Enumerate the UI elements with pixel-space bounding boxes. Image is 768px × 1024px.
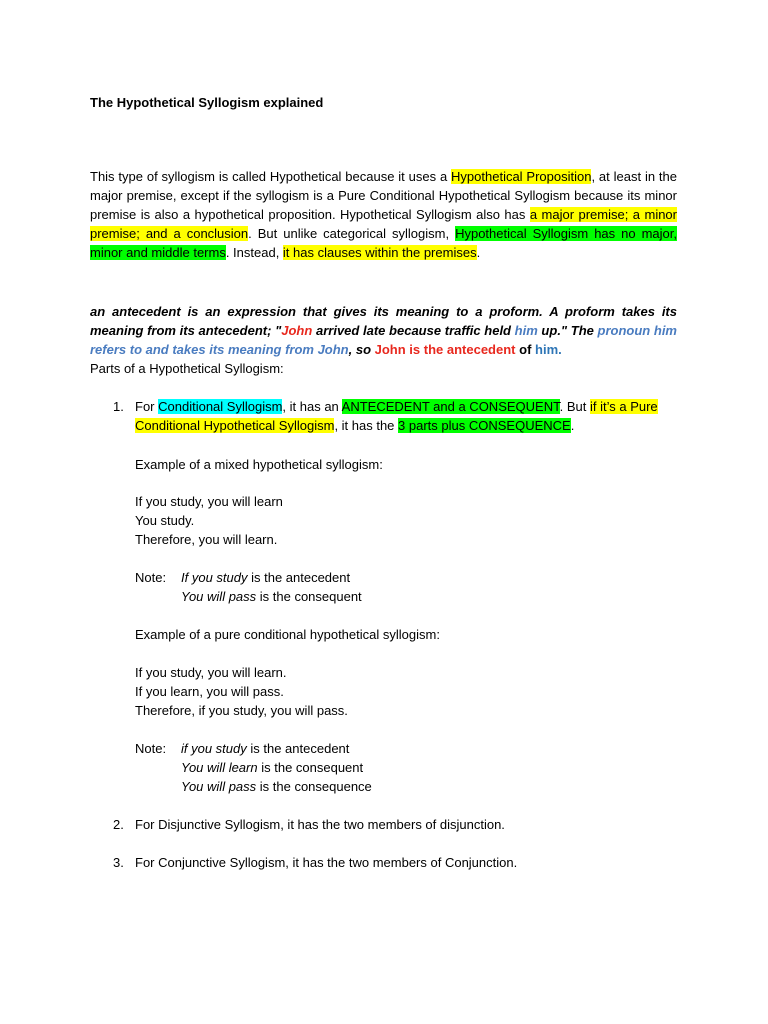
note-rest: is the antecedent (246, 741, 350, 756)
list-item-text (135, 397, 677, 435)
john-word: John (281, 323, 313, 338)
john-antecedent-phrase: John is the antecedent (374, 342, 516, 357)
note-em: You will learn (181, 760, 258, 775)
item-text: . But (559, 399, 590, 414)
pure-note-2 (181, 758, 363, 777)
list-number: 3. (113, 855, 124, 870)
page-title: The Hypothetical Syllogism explained (90, 95, 324, 110)
note-em: You will pass (181, 779, 257, 794)
highlight-antecedent-consequent: ANTECEDENT and a CONSEQUENT (341, 399, 560, 414)
mixed-line-2: You study. (135, 513, 195, 528)
note-rest: is the consequent (256, 589, 362, 604)
pure-line-3: Therefore, if you study, you will pass. (135, 703, 348, 718)
him-word-final: him. (535, 342, 562, 357)
pure-note-1 (181, 739, 349, 758)
intro-paragraph (90, 167, 677, 262)
definition-text: up." The (537, 323, 598, 338)
mixed-note-2 (181, 587, 362, 606)
intro-text: . (476, 245, 481, 260)
note-rest: is the antecedent (247, 570, 351, 585)
highlight-hypothetical-proposition: Hypothetical Proposition (451, 169, 592, 184)
highlight-clauses: it has clauses within the premises (282, 245, 477, 260)
mixed-note-1 (181, 568, 350, 587)
highlight-conditional-syllogism: Conditional Syllogism (158, 399, 283, 414)
intro-text: . But unlike categorical syllogism, (248, 226, 456, 241)
note-em: if you study (181, 741, 247, 756)
pure-note-3 (181, 777, 372, 796)
antecedent-definition (90, 302, 677, 359)
highlight-premises-conclusion: a major premise; a minor premise; and a conclusion (90, 207, 677, 241)
note-rest: is the consequence (256, 779, 372, 794)
highlight-pure-conditional: if it’s a Pure Conditional Hypothetical Syllogism (135, 399, 658, 433)
mixed-line-1: If you study, you will learn (135, 494, 283, 509)
list-item-text: For Conjunctive Syllogism, it has the two members of Conjunction. (135, 855, 518, 870)
note-em: You will pass (181, 589, 257, 604)
definition-text: arrived late because traffic held (312, 323, 515, 338)
item-text: , it has the (334, 418, 399, 433)
highlight-3-parts: 3 parts plus CONSEQUENCE (398, 418, 571, 433)
item-text: For (135, 399, 159, 414)
intro-text: . Instead, (225, 245, 283, 260)
item-text: . (570, 418, 575, 433)
intro-text: , at least in the major premise, except if the syllogism is a Pure Conditional Hypothetical Syllogism because its minor premise is also a hypothetical proposition. Hypothetical Syllogism also has (90, 169, 677, 222)
list-number: 2. (113, 817, 124, 832)
him-word: him (514, 323, 538, 338)
parts-heading: Parts of a Hypothetical Syllogism: (90, 361, 284, 376)
list-number: 1. (113, 399, 124, 414)
pure-line-2: If you learn, you will pass. (135, 684, 284, 699)
definition-text: an antecedent is an expression that gives its meaning to a proform. A proform takes its meaning from its antecedent; " (90, 304, 677, 338)
highlight-no-terms: Hypothetical Syllogism has no major, minor and middle terms (90, 226, 677, 260)
list-item-text: For Disjunctive Syllogism, it has the two members of disjunction. (135, 817, 505, 832)
pure-note-label: Note: (135, 741, 167, 756)
pure-line-1: If you study, you will learn. (135, 665, 287, 680)
mixed-example-heading: Example of a mixed hypothetical syllogism: (135, 457, 383, 472)
note-rest: is the consequent (257, 760, 364, 775)
pronoun-phrase: pronoun him refers to and takes its meaning from John (90, 323, 677, 357)
pure-example-heading: Example of a pure conditional hypothetical syllogism: (135, 627, 440, 642)
item-text: , it has an (282, 399, 342, 414)
mixed-line-3: Therefore, you will learn. (135, 532, 278, 547)
intro-text: This type of syllogism is called Hypothetical because it uses a (90, 169, 452, 184)
note-em: If you study (181, 570, 248, 585)
definition-text: of (515, 342, 536, 357)
definition-text: , so (348, 342, 375, 357)
mixed-note-label: Note: (135, 570, 167, 585)
